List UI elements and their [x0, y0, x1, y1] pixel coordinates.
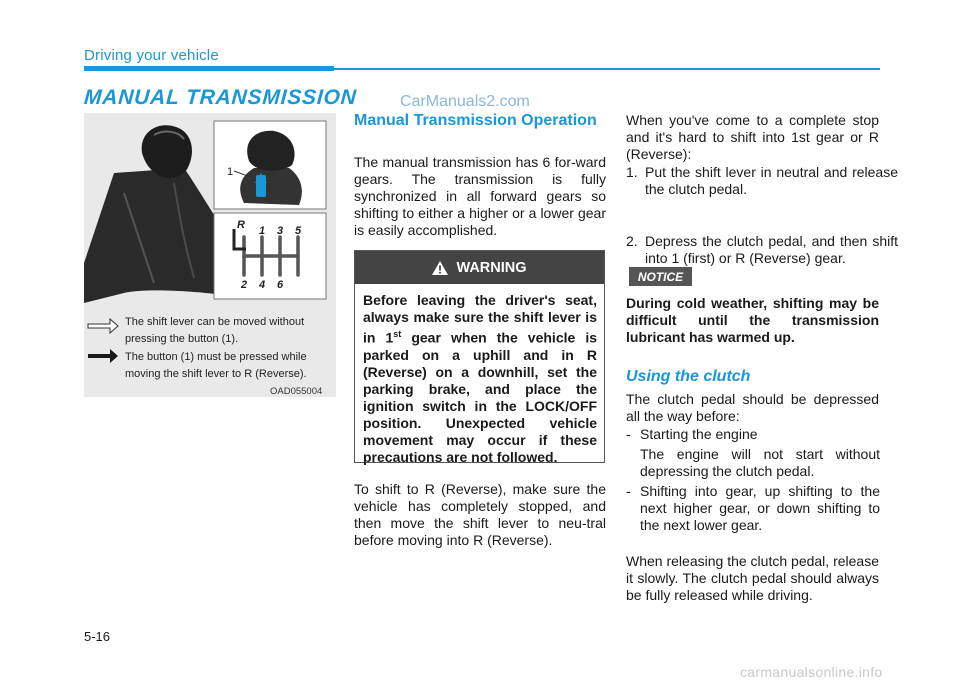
- figure-caption-1: The shift lever can be moved without pressing the button (1).: [125, 316, 305, 345]
- header-rule-thick: [84, 66, 334, 71]
- running-header: Driving your vehicle: [84, 47, 219, 64]
- callout-number: 1: [227, 166, 234, 178]
- figure-code: OAD055004: [270, 386, 323, 397]
- watermark-bottom: carmanualsonline.info: [740, 664, 883, 680]
- reverse-paragraph: To shift to R (Reverse), make sure the vehicle has completely stopped, and then move the shift lever to neu-tral before moving into R (Reverse).: [354, 481, 606, 548]
- notice-text: During cold weather, shifting may be difficult until the transmission lubricant has warmed up.: [626, 295, 879, 345]
- intro-paragraph: The manual transmission has 6 for-ward gears. The transmission is fully synchronized in all forward gears so shifting to either a higher or a lower gear is easily accomplished.: [354, 154, 606, 238]
- warning-triangle-icon: [432, 261, 448, 275]
- dash-item-title: - Starting the engine: [626, 426, 758, 442]
- clutch-paragraph: The clutch pedal should be depressed all the way before:: [626, 391, 879, 424]
- section-title: MANUAL TRANSMISSION: [83, 86, 358, 109]
- header-rule-thin: [334, 68, 880, 70]
- gear-label-3: 3: [277, 225, 284, 237]
- warning-box: [354, 250, 605, 463]
- subsection-heading: Manual Transmission Operation: [354, 112, 597, 129]
- hollow-arrow-icon: [88, 319, 118, 333]
- notice-badge: NOTICE: [629, 267, 692, 286]
- warning-text: Before leaving the driver's seat, always make sure the shift lever is in 1st gear when the vehicle is parked on a uphill and in R (Reverse) on a downhill, set the parking brake, and place the ignition switch in the LOCK/OFF position. Unexpected vehicle movement may occur if these precautions are not followed.: [363, 292, 598, 465]
- warning-label: WARNING: [456, 259, 527, 276]
- watermark-top: CarManuals2.com: [400, 93, 530, 110]
- gear-label-6: 6: [277, 279, 284, 291]
- gear-label-4: 4: [259, 279, 266, 291]
- gear-label-5: 5: [295, 225, 302, 237]
- list-item: 1. Put the shift lever in neutral and release the clutch pedal.: [626, 164, 898, 197]
- gear-label-r: R: [237, 219, 245, 231]
- dash-item: - Shifting into gear, up shifting to the next higher gear, or down shifting to the next lower gear.: [626, 483, 880, 533]
- list-item: 2. Depress the clutch pedal, and then shift into 1 (first) or R (Reverse) gear.: [626, 233, 898, 266]
- stop-paragraph: When you've come to a complete stop and it's hard to shift into 1st gear or R (Reverse):: [626, 112, 879, 162]
- figure-caption-2: The button (1) must be pressed while moving the shift lever to R (Reverse).: [125, 351, 307, 380]
- clutch-heading: Using the clutch: [626, 368, 751, 385]
- gear-label-2: 2: [241, 279, 248, 291]
- warning-header: [355, 251, 604, 284]
- page-number: 5-16: [84, 629, 111, 644]
- dash-item-text: The engine will not start without depressing the clutch pedal.: [640, 446, 880, 479]
- gear-label-1: 1: [259, 225, 266, 237]
- solid-arrow-icon: [88, 349, 118, 363]
- release-paragraph: When releasing the clutch pedal, release it slowly. The clutch pedal should always be fully released while driving.: [626, 553, 879, 603]
